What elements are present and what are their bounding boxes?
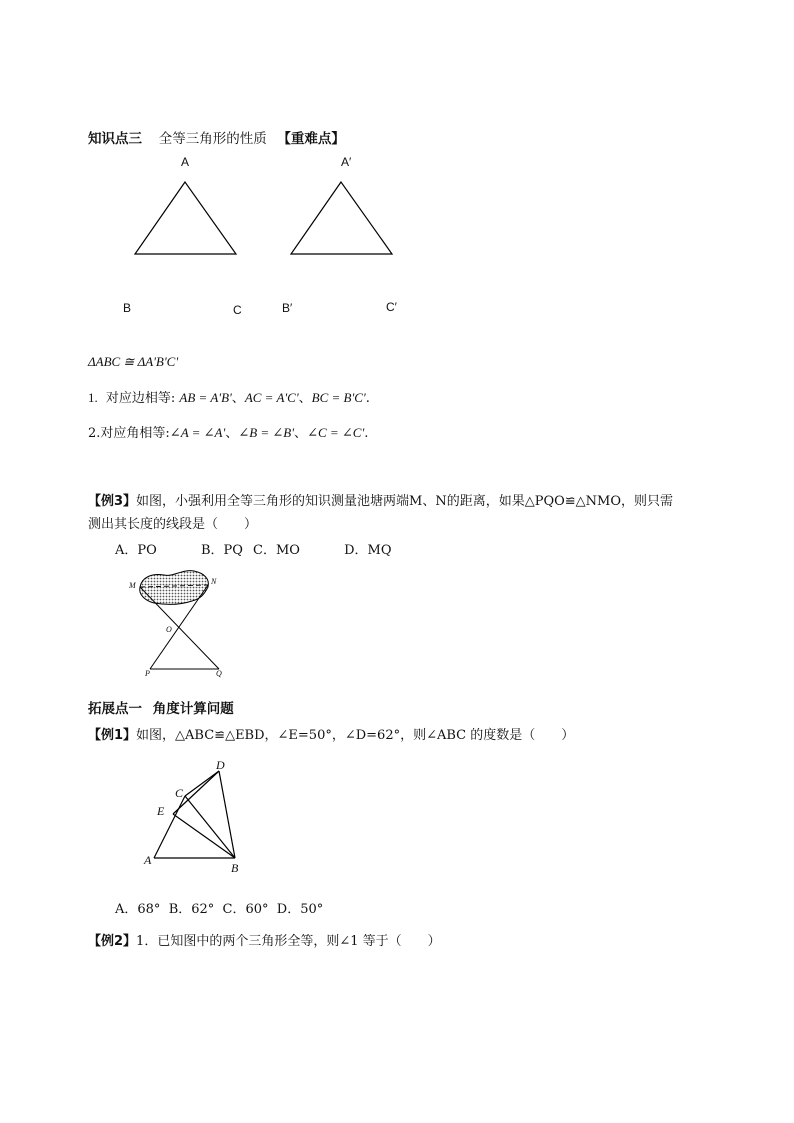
example2-label: 【例2】 xyxy=(88,934,137,949)
vertex-label-c: C xyxy=(233,303,242,317)
segment-db xyxy=(219,771,235,858)
equation-ab: AB = A'B' xyxy=(179,390,232,405)
example3-options xyxy=(115,539,392,558)
property1-text: 对应边相等: xyxy=(105,391,176,406)
segment-cd xyxy=(185,771,219,796)
point-label-n: N xyxy=(211,577,217,586)
example3-question xyxy=(88,490,673,536)
example1-question xyxy=(88,724,574,743)
triangle-abcde-figure xyxy=(140,760,260,880)
vertex-label-a-prime: A′ xyxy=(341,155,352,169)
section-number: 知识点三 xyxy=(88,131,142,147)
equation-angle-b: ∠B = ∠B' xyxy=(238,425,295,440)
option-b: B．PQ xyxy=(200,543,243,558)
section-subtitle: 全等三角形的性质 xyxy=(158,131,267,147)
example2-text: 1．已知图中的两个三角形全等，则∠1 等于（ ） xyxy=(136,934,441,949)
point-label-a: A xyxy=(144,853,152,867)
congruent-triangles-figure xyxy=(0,0,794,340)
separator: 、 xyxy=(294,426,308,441)
option-a: A．PO xyxy=(115,543,157,558)
period: . xyxy=(365,391,370,406)
period: . xyxy=(364,426,369,441)
extension-number: 拓展点一 xyxy=(88,701,142,717)
point-label-d: D xyxy=(216,758,225,772)
property1-number: 1. xyxy=(88,390,98,405)
vertex-label-c-prime: C′ xyxy=(386,300,397,314)
point-label-c: C xyxy=(175,786,184,800)
point-label-p: P xyxy=(145,669,150,678)
congruence-statement: ΔABC ≅ ΔA'B'C' xyxy=(88,354,179,369)
option-c: C．MO xyxy=(253,543,300,558)
equation-ac: AC = A'C' xyxy=(244,390,299,405)
equation-angle-c: ∠C = ∠C' xyxy=(307,425,365,440)
point-label-q: Q xyxy=(216,669,222,678)
equation-bc: BC = B'C' xyxy=(311,390,366,405)
example2-question xyxy=(88,930,441,949)
section-tag: 【重难点】 xyxy=(277,131,345,147)
vertex-label-a: A xyxy=(181,155,190,169)
example3-line2: 测出其长度的线段是（ ） xyxy=(88,517,258,532)
triangle-abc-prime xyxy=(291,182,392,254)
extension-title xyxy=(88,697,234,717)
vertex-label-b: B xyxy=(123,301,132,315)
triangle-abc xyxy=(135,182,236,254)
separator: 、 xyxy=(225,426,239,441)
example3-line1: 如图，小强利用全等三角形的知识测量池塘两端M、N的距离，如果△PQO≌△NMO，则只需 xyxy=(136,494,674,509)
pond-figure xyxy=(120,565,240,685)
example1-text: 如图，△ABC≌△EBD，∠E=50°，∠D=62°，则∠ABC 的度数是（ ） xyxy=(136,728,575,743)
vertex-label-b-prime: B′ xyxy=(282,301,293,315)
property2-text: 2.对应角相等: xyxy=(88,426,170,441)
equation-angle-a: ∠A = ∠A' xyxy=(169,425,226,440)
property-corresponding-sides xyxy=(88,387,370,406)
segment-eb xyxy=(173,814,235,858)
point-label-m: M xyxy=(129,581,136,590)
separator: 、 xyxy=(298,391,312,406)
example1-label: 【例1】 xyxy=(88,728,137,743)
option-d: D．MQ xyxy=(344,543,392,558)
segment-cb xyxy=(185,796,235,858)
point-label-o: O xyxy=(166,625,172,634)
point-label-e: E xyxy=(157,804,165,818)
property-corresponding-angles xyxy=(88,422,368,441)
separator: 、 xyxy=(231,391,245,406)
example3-label: 【例3】 xyxy=(88,494,137,509)
point-label-b: B xyxy=(231,861,239,875)
extension-subtitle: 角度计算问题 xyxy=(152,701,234,717)
example1-options: A．68° B．62° C．60° D．50° xyxy=(115,902,324,917)
